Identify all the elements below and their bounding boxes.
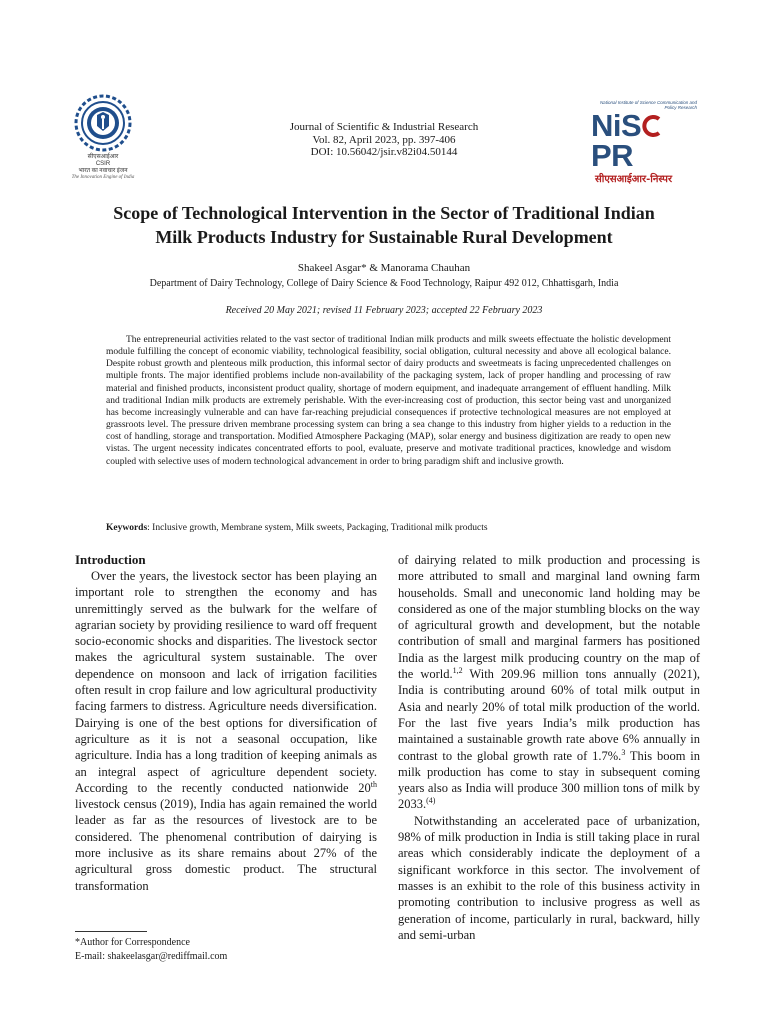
authors: Shakeel Asgar* & Manorama Chauhan <box>297 262 471 274</box>
paragraph: Notwithstanding an accelerated pace of urbanization, 98% of milk production in India is still taking place in rural areas which considerably indicate the deployment of a significant workforce in this sector. The involvement of masses is an exhibit to the role of this business activity in promoting contribution to inclusive progress as well as generation of income, particularly in rural, backward, hilly and semi-urban <box>398 813 700 942</box>
left-column <box>75 552 377 894</box>
journal-volume: Vol. 82, April 2023, pp. 397-406 <box>312 133 456 146</box>
abstract: The entrepreneurial activities related to the vast sector of traditional Indian milk products and milk sweets effectuate the holistic development module fulfilling the concept of economic viability, technological feasibility, social obligation, cultural necessity and above all ecological balance. Despite robust growth and plenteous milk production, this informal sector of dairy products and sweetmeats is facing unprecedented challenges on multiple fronts. The major identified problems include non-availability of the packaging system, lack of proper handling and processing of raw material and finished products, inconsistent product quality, shortage of modern equipment, and inadequate arrangement of effluent handling. Milk and traditional Indian milk products are extremely perishable. With the ever-increasing cost of production, this sector being vast and unorganized has become increasingly vulnerable and can have far-reaching prejudicial consequences if protective technological measures are not employed at grassroots level. The pressure driven membrane processing system can bring a sea change to this industry from higher yields to a reduction in the cost of handling, storage and transportation. Modified Atmosphere Packaging (MAP), solar energy and business digitization are ready to open new vistas. The urgent necessity indicates concentrated efforts to pool, evaluate, preserve and motivate traditional practices, knowledge and wisdom coupled with selective uses of modern technological advancement in order to bring paradigm shift and inclusive growth. <box>106 335 671 467</box>
nispr-wordmark-a: NiS <box>591 108 642 143</box>
correspondence-note: *Author for Correspondence <box>75 937 190 948</box>
paper-title-line-1: Scope of Technological Intervention in the Sector of Traditional Indian <box>113 203 655 223</box>
superscript: th <box>370 779 377 789</box>
nispr-wordmark <box>591 108 703 173</box>
citation-superscript: 3 <box>621 747 626 757</box>
paragraph-text: livestock census (2019), India has again remained the world leader as far as the resources of livestock are to be considered. The phenomenal contribution of dairying is more inclusive as its share remains about 27% of the agricultural gross domestic product. The structural transformation <box>75 797 377 893</box>
keywords-text: : Inclusive growth, Membrane system, Milk sweets, Packaging, Traditional milk products <box>147 523 488 533</box>
csir-hindi-label: सीएसआईआर <box>87 154 119 160</box>
paragraph-text: This boom in milk production has come to stay in subsequent coming years also as India will produce 300 million tons of milk by 2033. <box>398 748 700 812</box>
csir-name-label: CSIR <box>95 160 111 167</box>
journal-info <box>240 121 528 159</box>
paper-title <box>80 201 688 249</box>
footnote-divider <box>75 931 147 932</box>
nispr-wordmark-b: PR <box>591 138 634 173</box>
affiliation: Department of Dairy Technology, College of Dairy Science & Food Technology, Raipur 492 012, Chhattisgarh, India <box>149 278 619 289</box>
csir-logo <box>62 92 144 180</box>
nispr-hindi-label: सीएसआईआर-निस्पर <box>595 174 673 185</box>
footnote <box>75 936 227 964</box>
csir-hindi-line: भारत का नवाचार इंजन <box>78 167 128 174</box>
keywords <box>106 523 671 533</box>
keywords-label: Keywords <box>106 523 148 533</box>
paragraph-text: of dairying related to milk production and processing is more attributed to small and marginal land owning farm households. Small and uneconomic land holding may be considered as one of the major stumbling blocks on the way of agricultural growth and development, but the notable contribution of small and marginal farmers has positioned India as the largest milk producing country on the map of the world. <box>398 553 700 682</box>
received-dates: Received 20 May 2021; revised 11 February 2023; accepted 22 February 2023 <box>225 305 543 316</box>
journal-name: Journal of Scientific & Industrial Research <box>289 121 479 133</box>
paragraph-text: With 209.96 million tons annually (2021), India is contributing around 60% of total milk output in Asia and nearly 20% of total milk production of the world. For the last five years India’s milk production has maintained a sustainable growth rate above 6% annually in contrast to the global growth rate of 1.7%. <box>398 667 700 763</box>
citation-superscript: 1,2 <box>452 665 463 675</box>
right-column <box>398 552 700 943</box>
nispr-logo <box>591 100 703 185</box>
paragraph <box>75 568 377 894</box>
paragraph-text: Over the years, the livestock sector has been playing an important role to strengthen the economy and has unremittingly served as the bulwark for the welfare of agrarian society by providing resilience to ward off frequent socio-economic shocks and disparities. The livestock sector makes the agricultural system sustainable. The over dependence on monsoon and lack of irrigation facilities often result in crop failure and low agricultural productivity facing farmers to distress. Agriculture needs diversification. Dairying is one of the best options for diversification of agriculture as it is not a seasonal occupation, like agriculture. India has a long tradition of keeping animals as an integral aspect of agriculture dependent society. According to the recently conducted nationwide 20 <box>75 569 377 795</box>
paragraph <box>398 552 700 813</box>
journal-doi: DOI: 10.56042/jsir.v82i04.50144 <box>310 146 458 158</box>
csir-emblem-icon <box>62 92 144 154</box>
paper-title-line-2: Milk Products Industry for Sustainable Rural Development <box>155 227 613 247</box>
nispr-full-name: National Institute of Science Communication and Policy Research <box>599 100 697 110</box>
citation-superscript: (4) <box>426 796 436 806</box>
section-heading-introduction: Introduction <box>75 552 146 567</box>
author-email[interactable]: E-mail: shakeelasgar@rediffmail.com <box>75 951 228 962</box>
nispr-c-icon <box>641 114 663 138</box>
csir-tagline: The Innovation Engine of India <box>71 174 135 180</box>
